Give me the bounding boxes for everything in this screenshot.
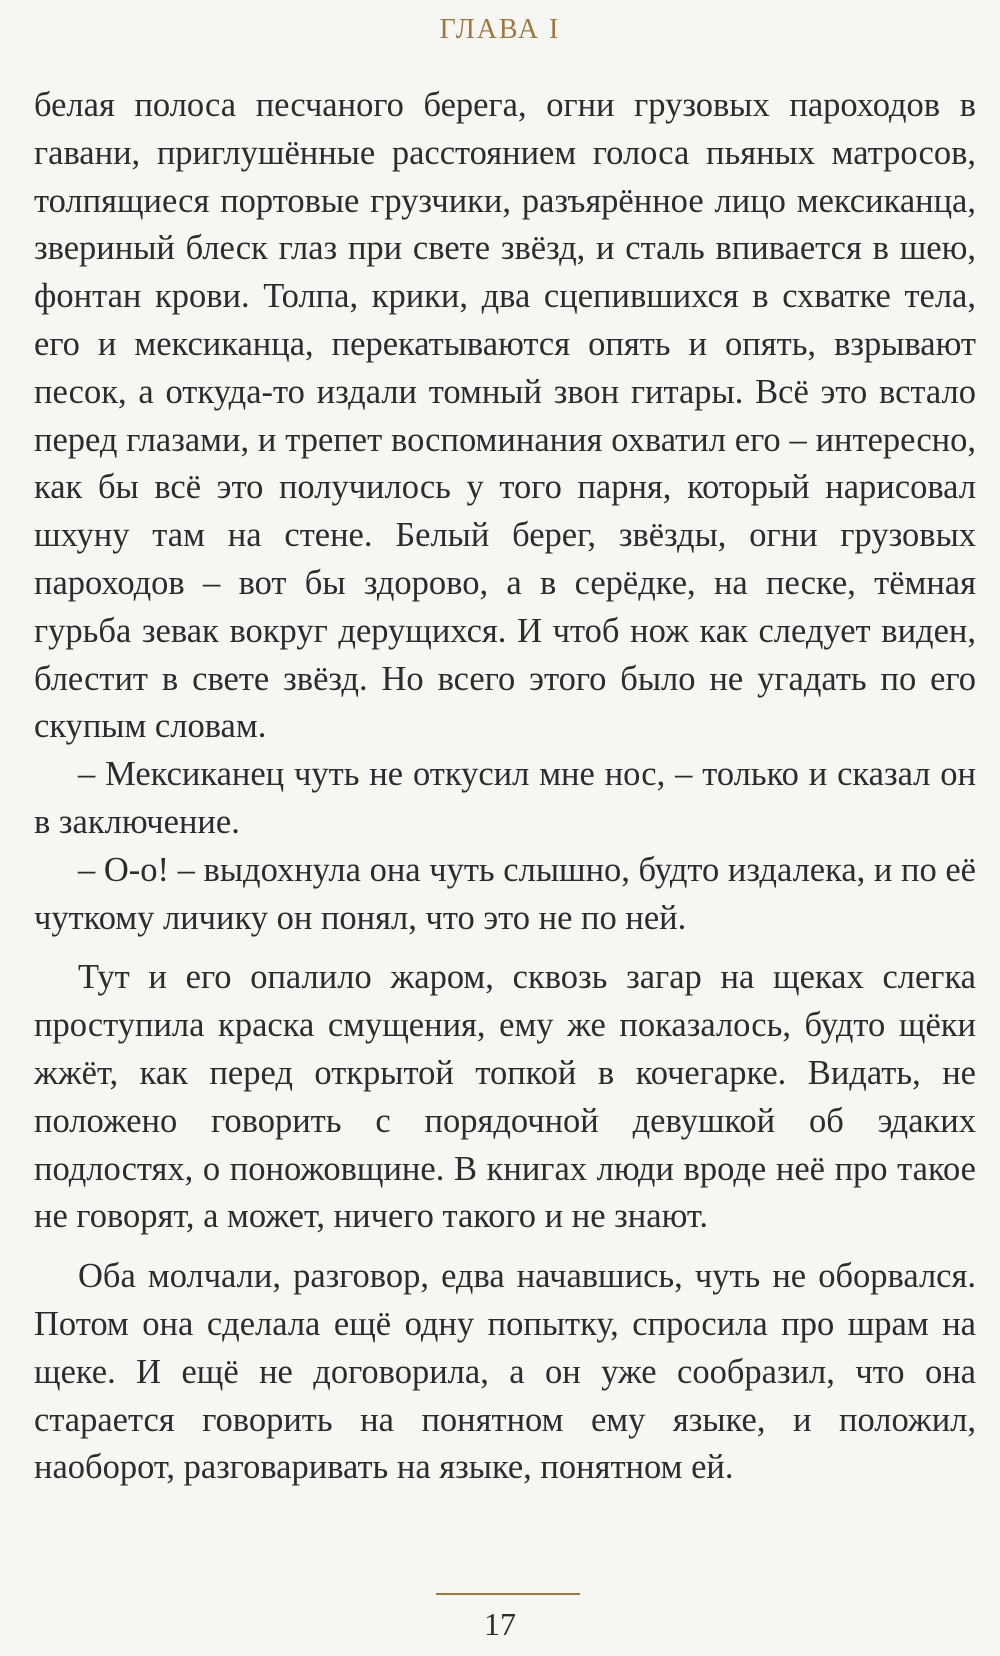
dialogue-paragraph: – О-о! – выдохнула она чуть слышно, будто издалека, и по её чуткому личику он понял, что это не по ней.: [34, 850, 976, 937]
page-number: 17: [484, 1606, 516, 1642]
paragraph: Оба молчали, разговор, едва начавшись, чуть не оборвался. Потом она сделала ещё одну попытку, спросила про шрам на щеке. И ещё не договорила, а он уже сообразил, что она старается говорить на понятном ему языке, и положил, наоборот, разговаривать на языке, понятном ей.: [34, 1257, 976, 1487]
body-text: [34, 82, 976, 1492]
running-head: ГЛАВА I: [439, 14, 561, 45]
dialogue-paragraph: – Мексиканец чуть не откусил мне нос, – только и сказал он в заключение.: [34, 755, 976, 841]
paragraph-continuation: белая полоса песчаного берега, огни грузовых пароходов в гавани, приглушённые расстоянием голоса пьяных матросов, толпящиеся портовые грузчики, разъярённое лицо мексиканца, звериный блеск глаз при свете звёзд, и сталь впивается в шею, фонтан крови. Толпа, крики, два сцепившихся в схватке тела, его и мексиканца, перекатываются опять и опять, взрывают песок, а откуда-то издали томный звон гитары. Всё это встало перед глазами, и трепет воспоминания охватил его – интересно, как бы всё это получилось у того парня, который нарисовал шхуну там на стене. Белый берег, звёзды, огни грузовых пароходов – вот бы здорово, а в серёдке, на песке, тёмная гурьба зевак вокруг дерущихся. И чтоб нож как следует виден, блестит в свете звёзд. Но всего этого было не угадать по его скупым словам.: [34, 86, 976, 746]
paragraph: Тут и его опалило жаром, сквозь загар на щеках слегка проступила краска смущения, ему же показалось, будто щёки жжёт, как перед открытой топкой в кочегарке. Видать, не положено говорить с порядочной девушкой об эдаких подлостях, о поножовщине. В книгах люди вроде неё про такое не говорят, а может, ничего такого и не знают.: [34, 958, 976, 1236]
footer-rule: [436, 1593, 580, 1595]
